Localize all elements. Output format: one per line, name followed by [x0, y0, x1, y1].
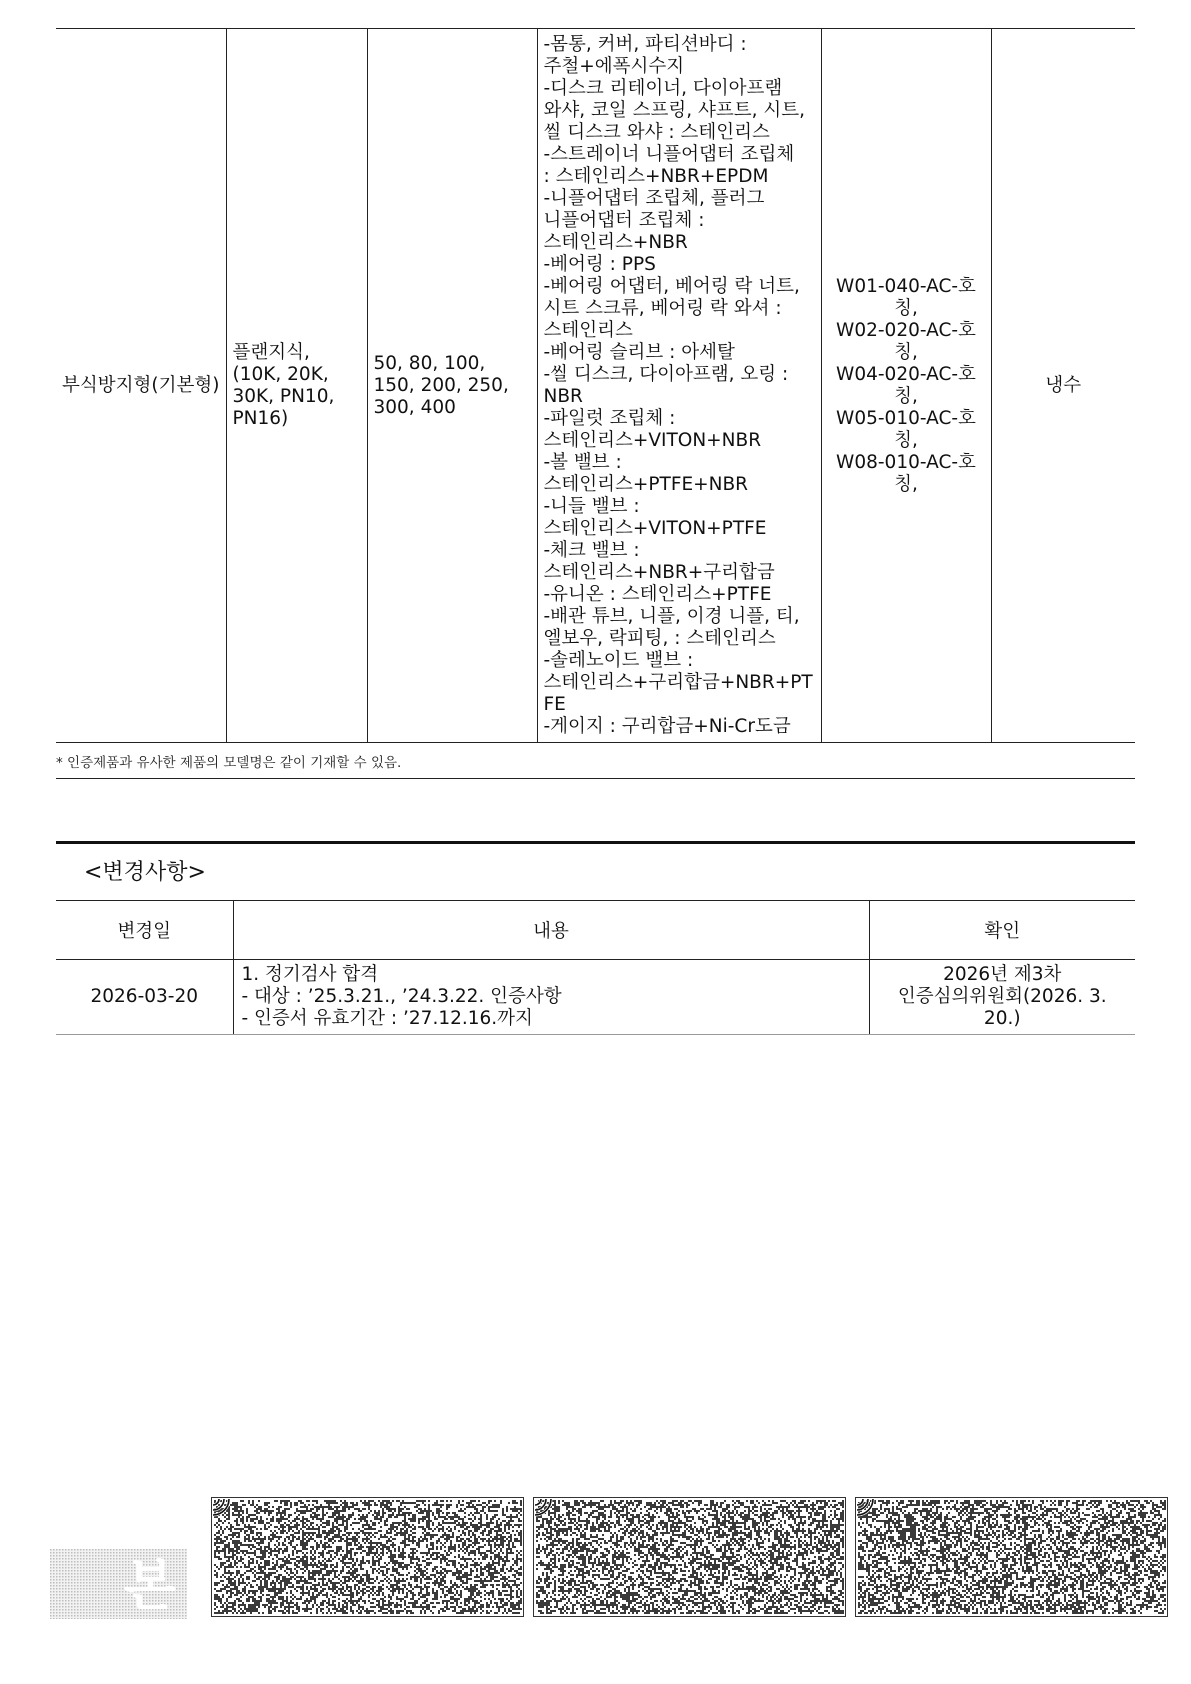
- size-cell: 50, 80, 100, 150, 200, 250, 300, 400: [367, 29, 537, 743]
- header-date: 변경일: [56, 901, 233, 960]
- product-type-cell: 부식방지형(기본형): [56, 29, 226, 743]
- material-line: -스트레이너 니플어댑터 조립체: [543, 143, 795, 165]
- material-line: 씰 디스크 와샤 : 스테인리스: [543, 121, 770, 143]
- material-line: 스테인리스+PTFE+NBR: [543, 473, 749, 495]
- material-line: 스테인리스+NBR: [543, 231, 688, 253]
- change-date: 2026-03-20: [56, 960, 233, 1035]
- content-line: - 대상 : ’25.3.21., ’24.3.22. 인증사항: [241, 986, 562, 1007]
- footnote: * 인증제품과 유사한 제품의 모델명은 같이 기재할 수 있음.: [56, 755, 402, 771]
- product-table: [56, 28, 1135, 743]
- stamp-text: 본: [123, 1554, 177, 1617]
- material-line: -디스크 리테이너, 다이아프램: [543, 77, 783, 99]
- material-line: -볼 밸브 :: [543, 451, 622, 473]
- model-line: 칭,: [894, 385, 918, 407]
- model-line: 칭,: [894, 297, 918, 319]
- material-line: NBR: [543, 385, 583, 407]
- material-line: 스테인리스+NBR+구리합금: [543, 561, 775, 583]
- header-confirm: 확인: [869, 901, 1135, 960]
- model-cell: [821, 29, 991, 743]
- table-header-row: [56, 901, 1135, 960]
- original-stamp: [50, 1549, 187, 1619]
- material-line: -솔레노이드 밸브 :: [543, 649, 694, 671]
- confirm-line: 20.): [983, 1008, 1021, 1029]
- material-line: -베어링 슬리브 : 아세탈: [543, 341, 735, 363]
- material-line: 스테인리스: [543, 319, 633, 341]
- table-row: [56, 29, 1135, 743]
- material-line: -체크 밸브 :: [543, 539, 640, 561]
- material-line: -니들 밸브 :: [543, 495, 640, 517]
- material-line: 스테인리스+구리합금+NBR+PT: [543, 671, 813, 693]
- material-line: : 스테인리스+NBR+EPDM: [543, 165, 769, 187]
- header-content: 내용: [233, 901, 869, 960]
- content-line: - 인증서 유효기간 : ’27.12.16.까지: [241, 1008, 533, 1029]
- material-line: -씰 디스크, 다이아프램, 오링 :: [543, 363, 789, 385]
- connection-type-cell: 플랜지식, (10K, 20K, 30K, PN10, PN16): [226, 29, 367, 743]
- material-line: 주철+에폭시수지: [543, 55, 685, 77]
- model-line: W08-010-AC-호: [836, 451, 976, 473]
- table-row: [56, 960, 1135, 1035]
- confirm-line: 인증심의위원회(2026. 3.: [897, 986, 1107, 1007]
- model-line: W01-040-AC-호: [836, 275, 976, 297]
- model-line: 칭,: [894, 341, 918, 363]
- material-line: 와샤, 코일 스프링, 샤프트, 시트,: [543, 99, 805, 121]
- material-line: 시트 스크류, 베어링 락 와셔 :: [543, 297, 782, 319]
- change-content: [233, 960, 869, 1035]
- material-line: 스테인리스+VITON+PTFE: [543, 517, 767, 539]
- fluid-cell: 냉수: [991, 29, 1135, 743]
- material-line: -파일럿 조립체 :: [543, 407, 676, 429]
- confirm-line: 2026년 제3차: [943, 964, 1062, 985]
- barcode: [533, 1497, 846, 1617]
- changes-title: <변경사항>: [84, 860, 206, 885]
- changes-table: [56, 900, 1135, 1035]
- barcode: [211, 1497, 524, 1617]
- material-line: FE: [543, 693, 566, 715]
- material-line: 니플어댑터 조립체 :: [543, 209, 705, 231]
- barcode: [855, 1497, 1168, 1617]
- model-line: W02-020-AC-호: [836, 319, 976, 341]
- material-line: -베어링 : PPS: [543, 253, 656, 275]
- material-line: -게이지 : 구리합금+Ni-Cr도금: [543, 715, 791, 737]
- material-line: -니플어댑터 조립체, 플러그: [543, 187, 765, 209]
- material-line: 엘보우, 락피팅, : 스테인리스: [543, 627, 776, 649]
- model-line: W05-010-AC-호: [836, 407, 976, 429]
- material-line: -몸통, 커버, 파티션바디 :: [543, 33, 747, 55]
- content-line: 1. 정기검사 합격: [241, 964, 379, 985]
- material-line: 스테인리스+VITON+NBR: [543, 429, 762, 451]
- model-line: 칭,: [894, 473, 918, 495]
- material-line: -배관 튜브, 니플, 이경 니플, 티,: [543, 605, 800, 627]
- model-line: W04-020-AC-호: [836, 363, 976, 385]
- material-line: -유니온 : 스테인리스+PTFE: [543, 583, 772, 605]
- section-divider: [56, 841, 1135, 844]
- material-line: -베어링 어댑터, 베어링 락 너트,: [543, 275, 800, 297]
- model-line: 칭,: [894, 429, 918, 451]
- materials-cell: [537, 29, 821, 743]
- change-confirm: [869, 960, 1135, 1035]
- divider: [56, 778, 1135, 779]
